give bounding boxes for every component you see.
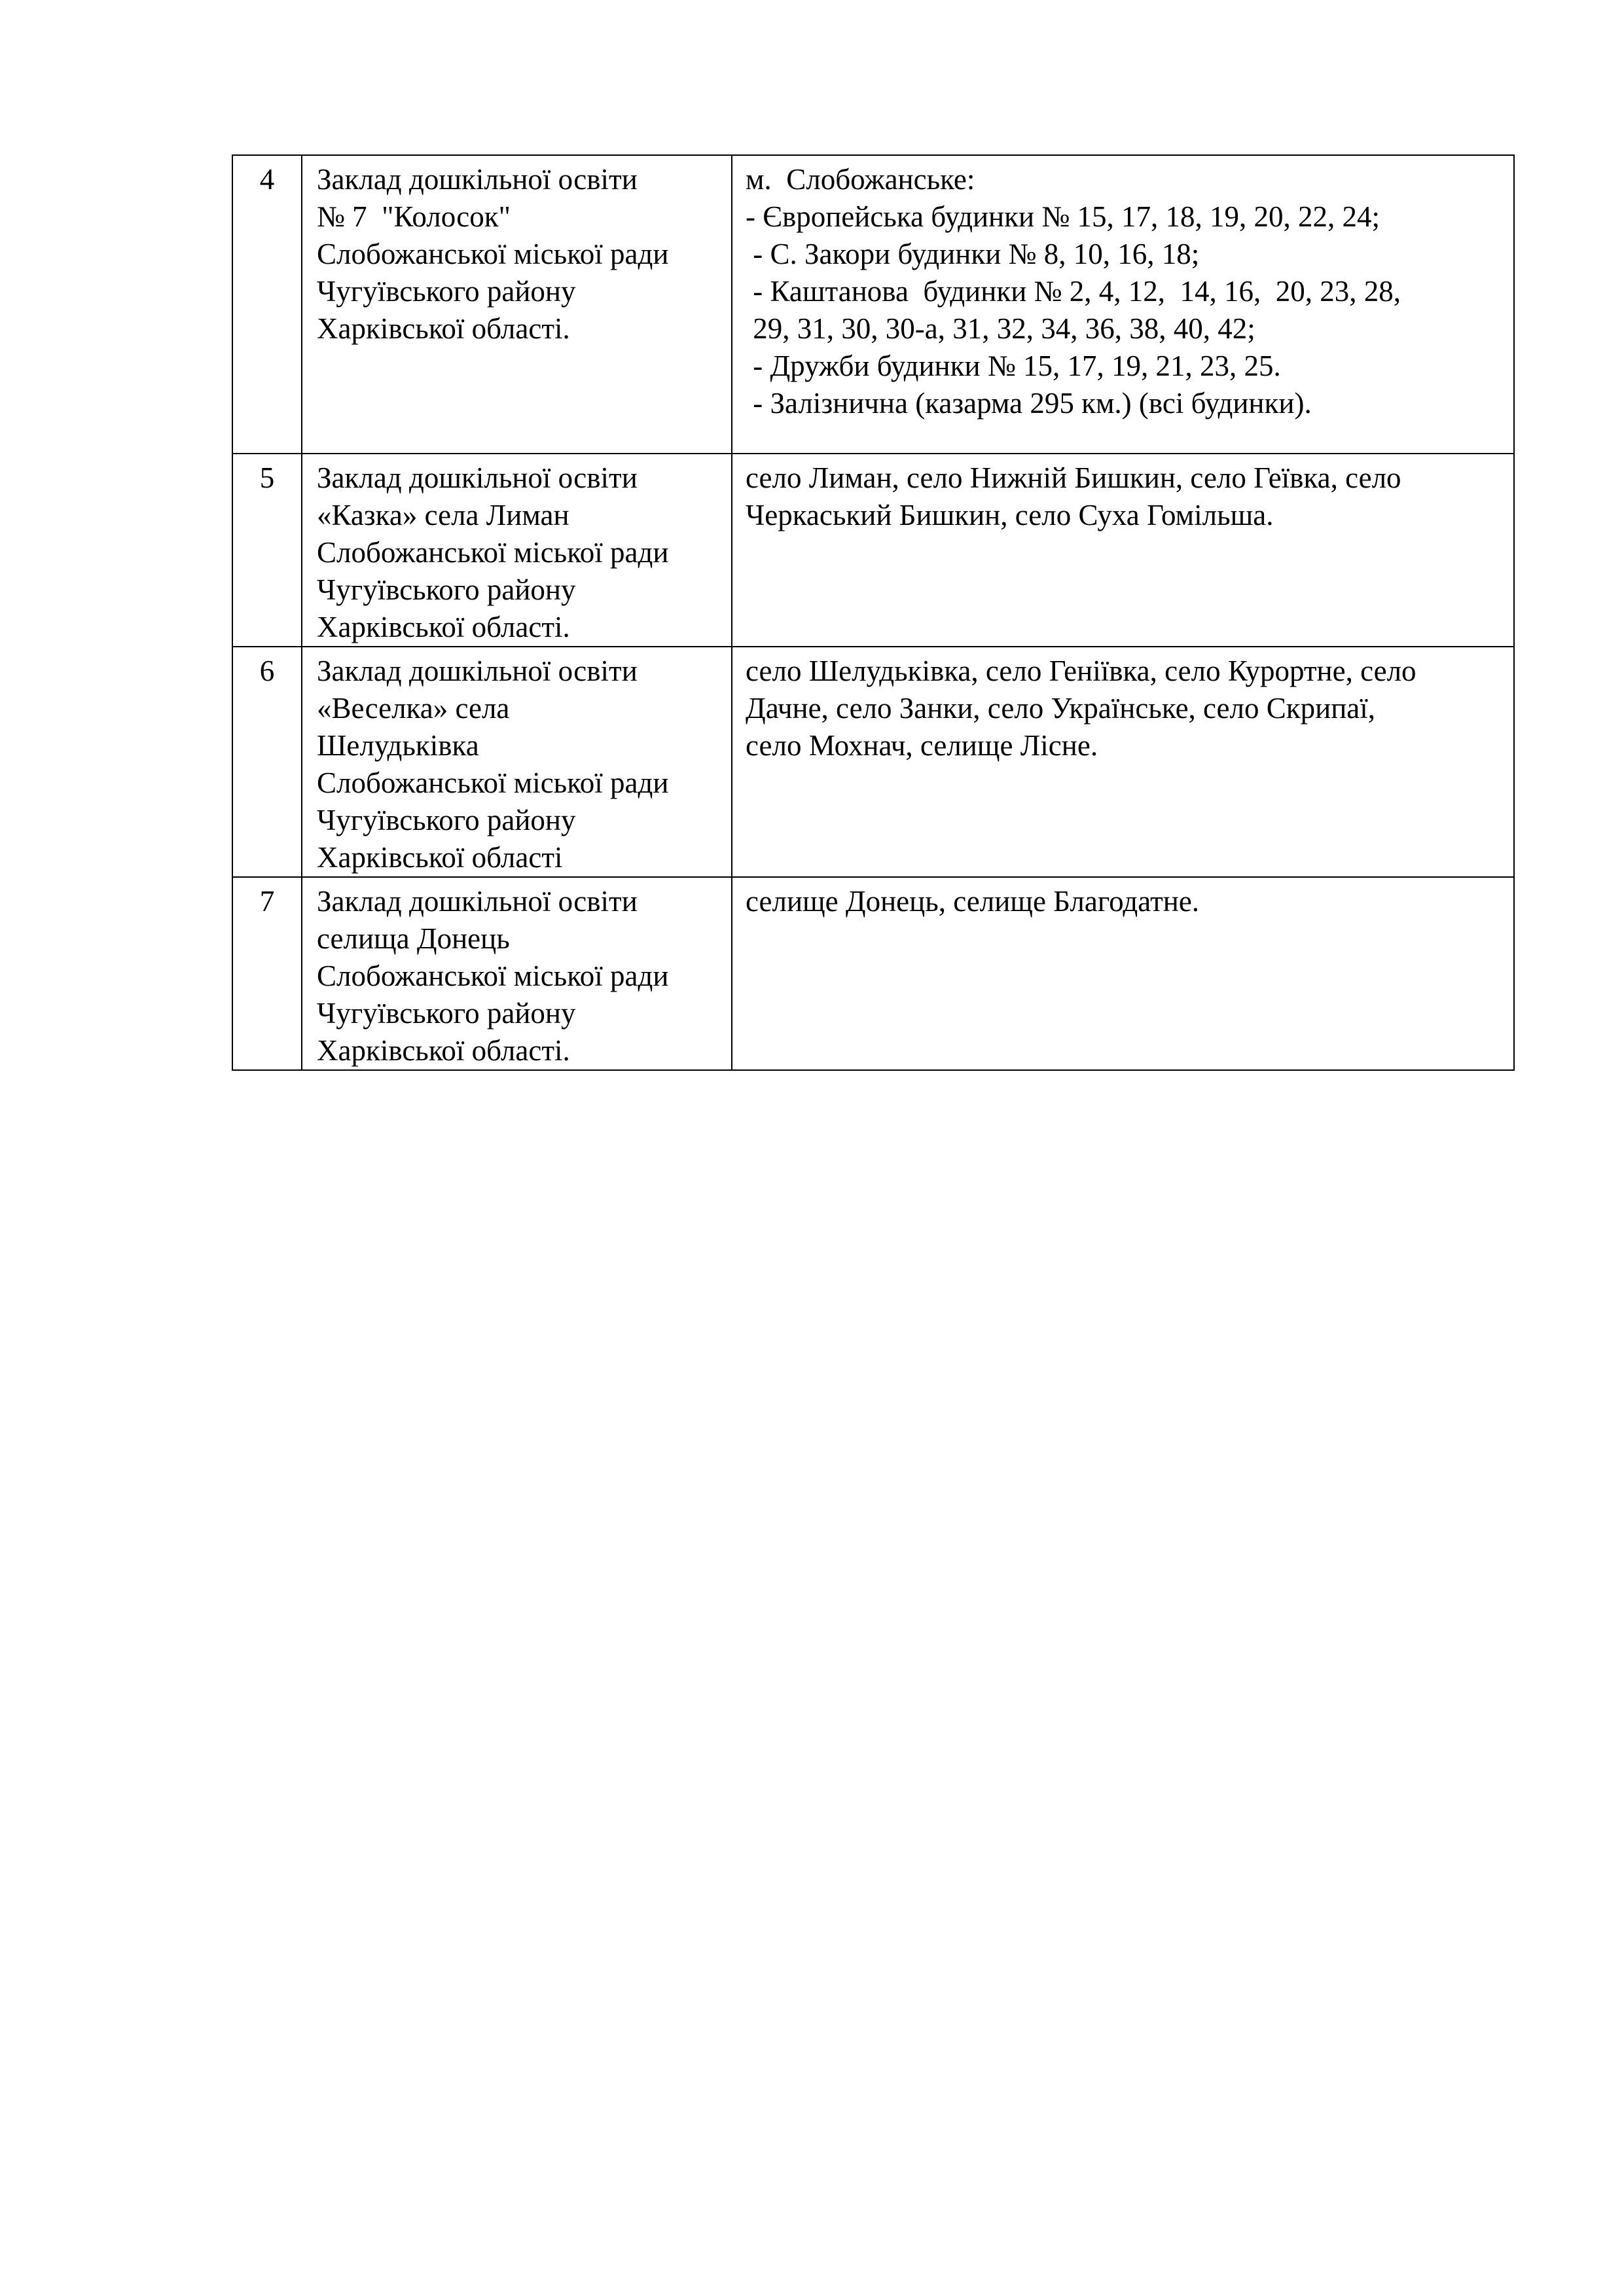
- address-line: Дачне, село Занки, село Українське, село Скрипаї,: [746, 692, 1376, 725]
- name-line: Харківської області.: [317, 312, 570, 345]
- table-row: [232, 454, 1514, 647]
- name-line: Харківської області.: [317, 611, 570, 643]
- row-number: 5: [232, 454, 302, 647]
- assigned-addresses: [732, 454, 1514, 647]
- assigned-addresses: [732, 877, 1514, 1070]
- address-line: село Шелудьківка, село Геніївка, село Курортне, село: [746, 655, 1416, 687]
- address-line: 29, 31, 30, 30-а, 31, 32, 34, 36, 38, 40, 42;: [746, 312, 1255, 345]
- name-line: «Казка» села Лиман: [317, 499, 569, 531]
- address-line: м. Слобожанське:: [746, 163, 975, 196]
- table-row: [232, 155, 1514, 454]
- address-line: Черкаський Бишкин, село Суха Гомільша.: [746, 499, 1274, 531]
- table-row: [232, 647, 1514, 877]
- name-line: Слобожанської міської ради: [317, 960, 669, 992]
- name-line: Слобожанської міської ради: [317, 536, 669, 569]
- name-line: Чугуївського району: [317, 573, 576, 606]
- row-number: 6: [232, 647, 302, 877]
- name-line: селища Донець: [317, 922, 510, 955]
- kindergarten-district-table: [232, 154, 1515, 1071]
- row-number: 4: [232, 155, 302, 454]
- row-number: 7: [232, 877, 302, 1070]
- address-line: - Європейська будинки № 15, 17, 18, 19, 20, 22, 24;: [746, 200, 1380, 233]
- table-row: [232, 877, 1514, 1070]
- name-line: «Веселка» села: [317, 692, 510, 725]
- name-line: Заклад дошкільної освіти: [317, 163, 638, 196]
- name-line: Чугуївського району: [317, 275, 576, 308]
- institution-name: [302, 454, 732, 647]
- name-line: Харківської області: [317, 841, 563, 874]
- address-line: селище Донець, селище Благодатне.: [746, 885, 1200, 918]
- name-line: № 7 "Колосок": [317, 200, 511, 233]
- name-line: Слобожанської міської ради: [317, 766, 669, 799]
- name-line: Заклад дошкільної освіти: [317, 885, 638, 918]
- address-line: - Каштанова будинки № 2, 4, 12, 14, 16, 20, 23, 28,: [746, 275, 1401, 308]
- assigned-addresses: [732, 155, 1514, 454]
- name-line: Заклад дошкільної освіти: [317, 655, 638, 687]
- name-line: Слобожанської міської ради: [317, 238, 669, 270]
- institution-name: [302, 155, 732, 454]
- name-line: Чугуївського району: [317, 804, 576, 836]
- address-line: - С. Закори будинки № 8, 10, 16, 18;: [746, 238, 1200, 270]
- name-line: Чугуївського району: [317, 997, 576, 1030]
- address-line: село Лиман, село Нижній Бишкин, село Геївка, село: [746, 461, 1401, 494]
- address-line: село Мохнач, селище Лісне.: [746, 729, 1098, 762]
- assigned-addresses: [732, 647, 1514, 877]
- name-line: Шелудьківка: [317, 729, 479, 762]
- institution-name: [302, 647, 732, 877]
- name-line: Харківської області.: [317, 1034, 570, 1067]
- name-line: Заклад дошкільної освіти: [317, 461, 638, 494]
- address-line: - Дружби будинки № 15, 17, 19, 21, 23, 25.: [746, 350, 1281, 382]
- address-line: - Залізнична (казарма 295 км.) (всі будинки).: [746, 387, 1312, 420]
- institution-name: [302, 877, 732, 1070]
